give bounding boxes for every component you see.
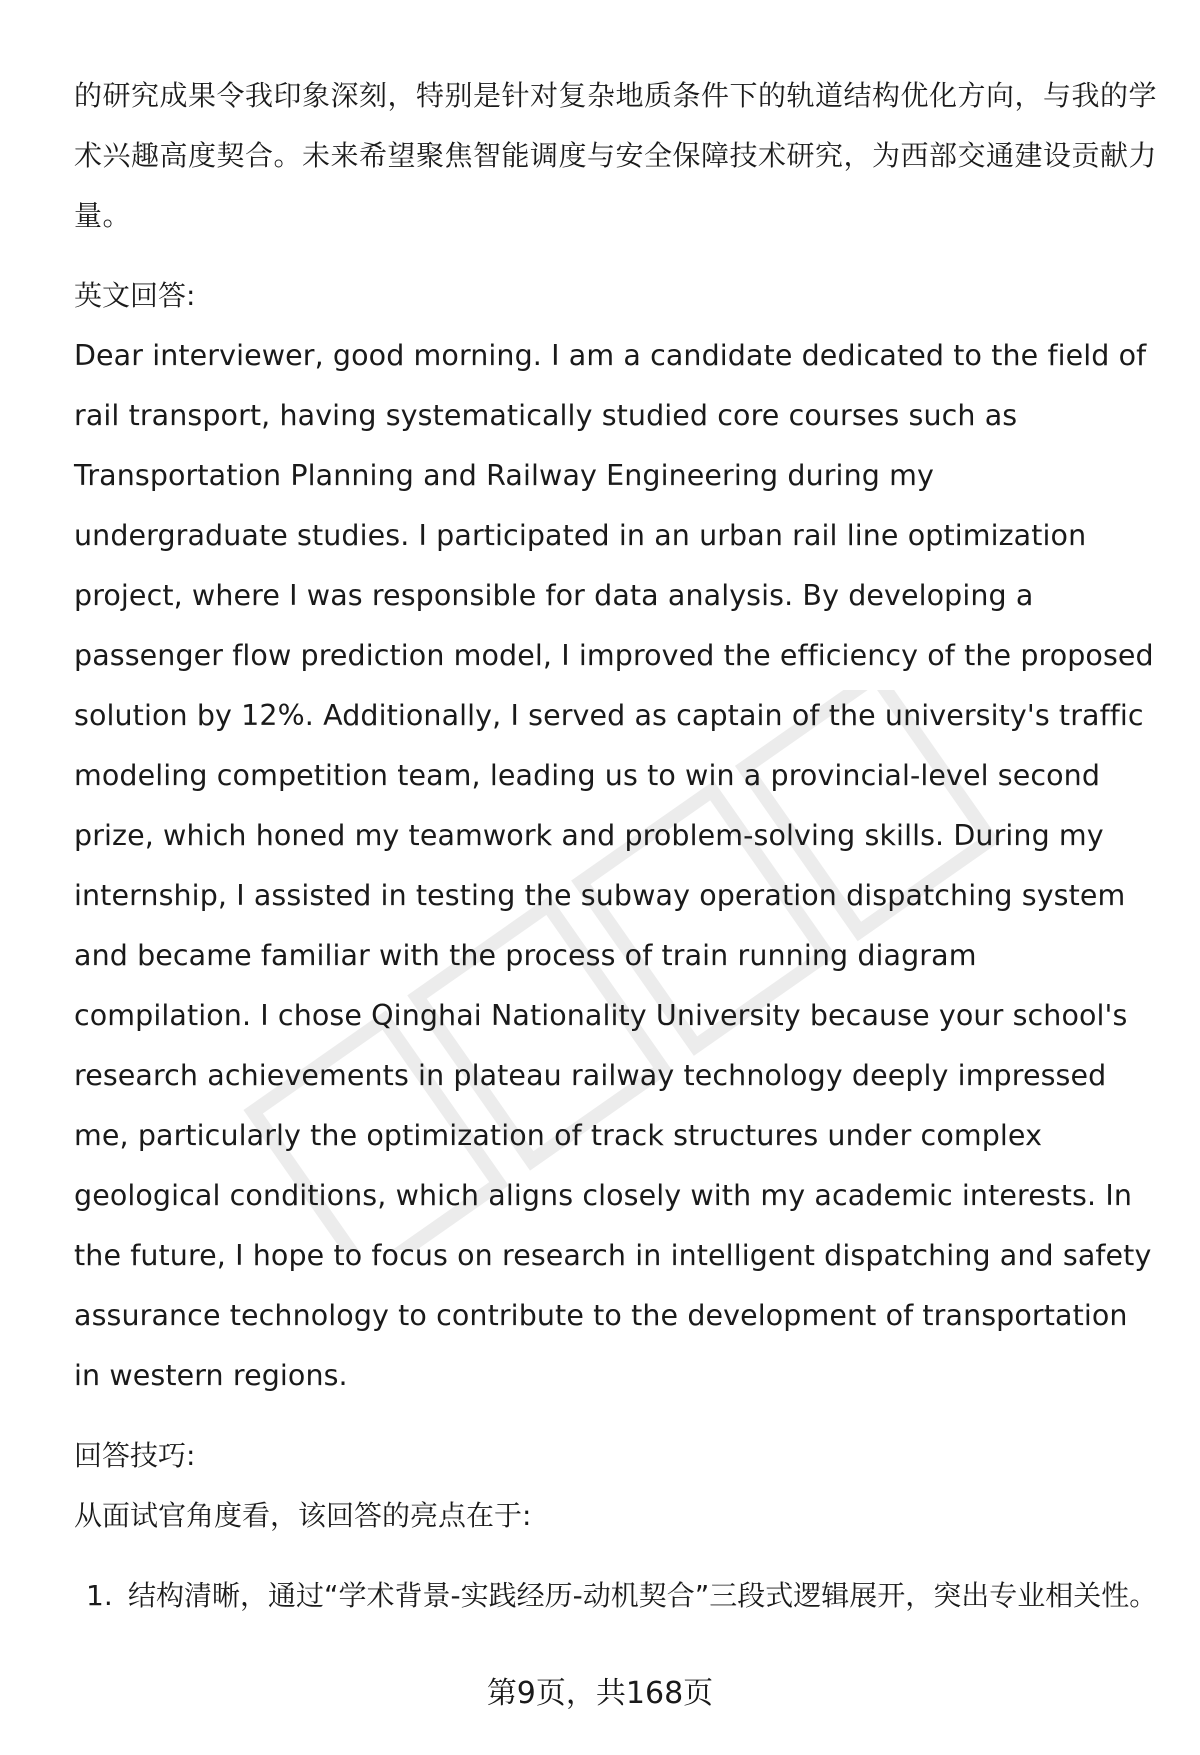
page-footer: 第9页，共168页 xyxy=(486,1676,714,1711)
tips-intro: 从面试官角度看，该回答的亮点在于: xyxy=(74,1499,532,1532)
list-item-number: 1. xyxy=(86,1579,113,1612)
main-content xyxy=(74,66,1164,1626)
english-answer-label: 英文回答: xyxy=(74,279,196,312)
intro-paragraph: 的研究成果令我印象深刻，特别是针对复杂地质条件下的轨道结构优化方向，与我的学术兴趣高度契合。未来希望聚焦智能调度与安全保障技术研究，为西部交通建设贡献力量。 xyxy=(74,79,1158,232)
english-answer-paragraph: Dear interviewer, good morning. I am a candidate dedicated to the field of rail transport, having systematically studied core courses such as Transportation Planning and Railway Engineering during my undergraduate studies. I participated in an urban rail line optimization project, where I was responsible for data analysis. By developing a passenger flow prediction model, I improved the efficiency of the proposed solution by 12%. Additionally, I served as captain of the university's traffic modeling competition team, leading us to win a provincial-level second prize, which honed my teamwork and problem-solving skills. During my internship, I assisted in testing the subway operation dispatching system and became familiar with the process of train running diagram compilation. I chose Qinghai Nationality University because your school's research achievements in plateau railway technology deeply impressed me, particularly the optimization of track structures under complex geological conditions, which aligns closely with my academic interests. In the future, I hope to focus on research in intelligent dispatching and safety assurance technology to contribute to the development of transportation in western regions. xyxy=(74,339,1154,1392)
tips-list xyxy=(74,1566,1164,1626)
tips-label: 回答技巧: xyxy=(74,1439,196,1472)
list-item-text: 结构清晰，通过“学术背景-实践经历-动机契合”三段式逻辑展开，突出专业相关性。 xyxy=(128,1579,1158,1612)
list-item xyxy=(74,1566,1164,1626)
